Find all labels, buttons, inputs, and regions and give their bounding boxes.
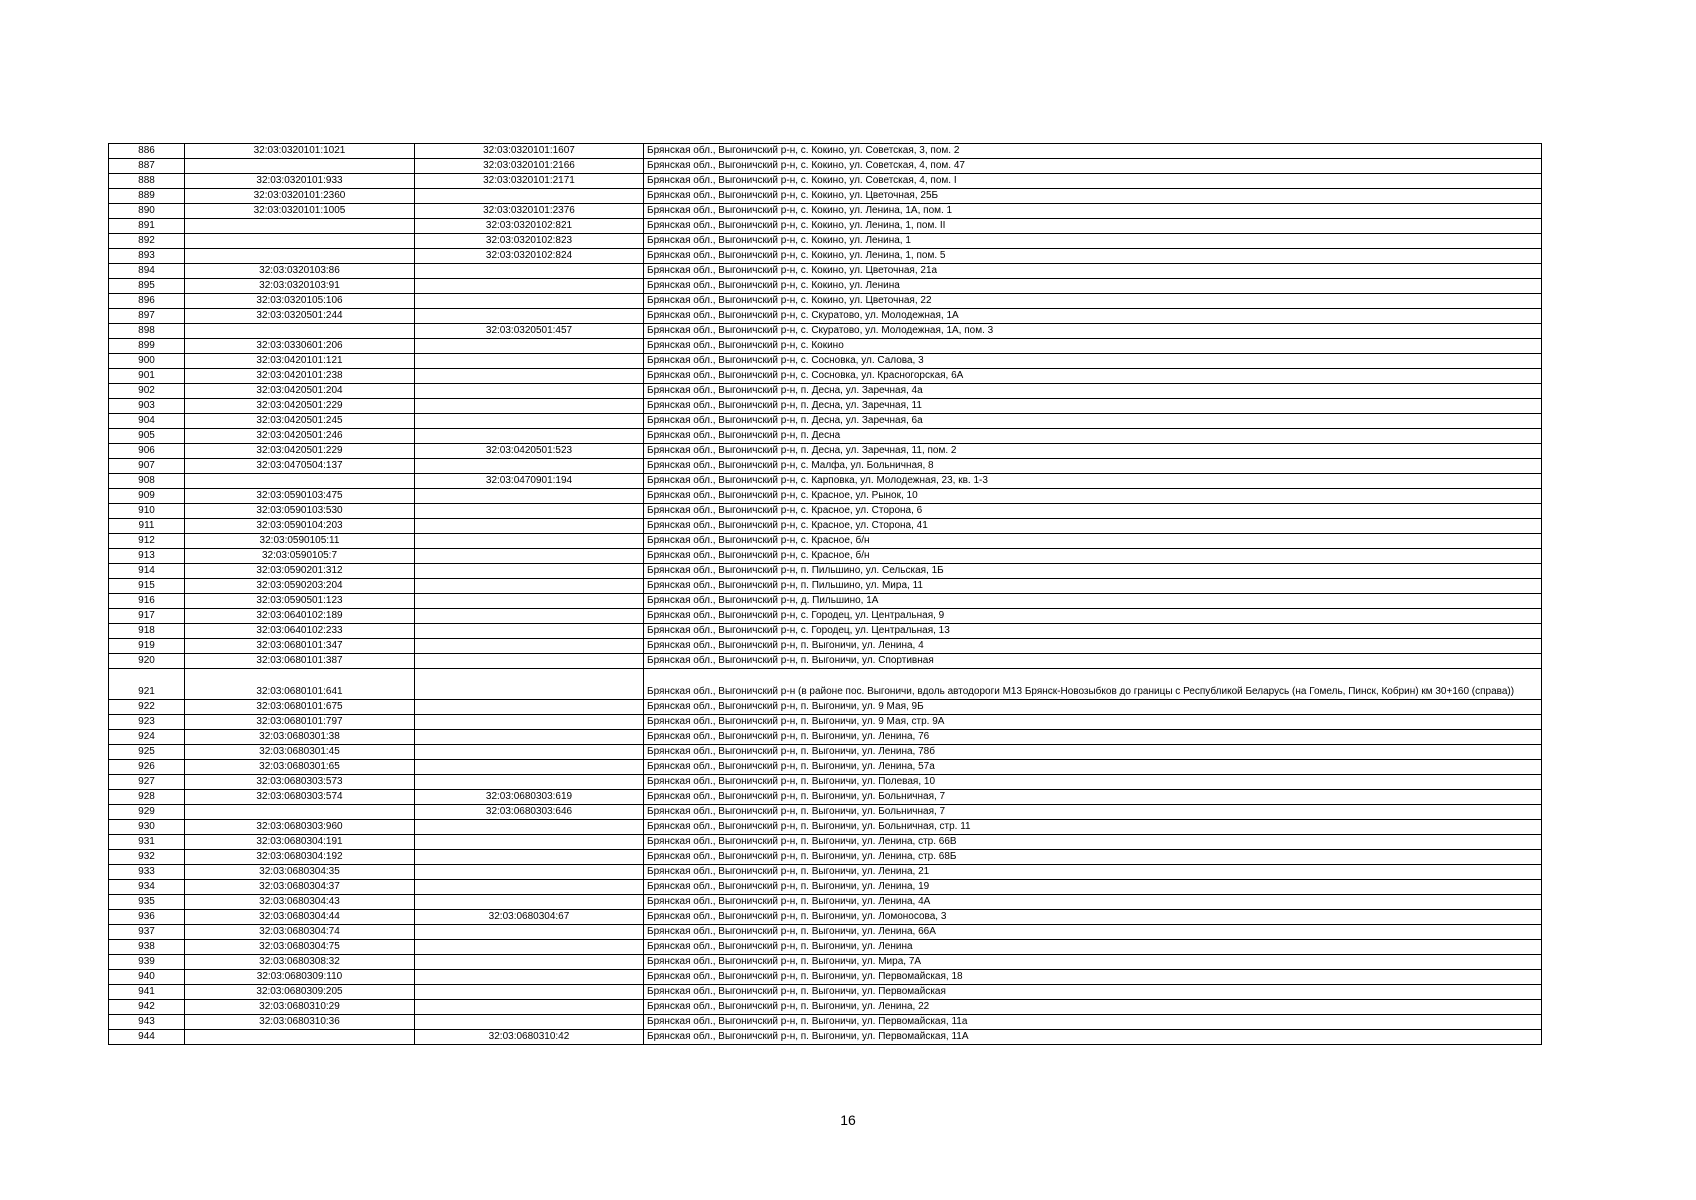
cadastral-number-cell: 32:03:0420101:121 [185, 354, 415, 369]
cadastral-number-cell: 32:03:0680304:192 [185, 850, 415, 865]
cadastral-number-cell: 32:03:0590105:11 [185, 534, 415, 549]
address-cell: Брянская обл., Выгоничский р-н, п. Выгоничи, ул. Больничная, 7 [644, 805, 1542, 820]
table-row [109, 880, 1542, 895]
cadastral-number-cell: 32:03:0680101:675 [185, 700, 415, 715]
address-cell: Брянская обл., Выгоничский р-н, п. Выгоничи, ул. Полевая, 10 [644, 775, 1542, 790]
row-number-cell: 905 [109, 429, 185, 444]
linked-cadastral-number-cell [415, 730, 644, 745]
address-cell: Брянская обл., Выгоничский р-н, п. Выгоничи, ул. Ленина, 22 [644, 1000, 1542, 1015]
row-number-cell: 942 [109, 1000, 185, 1015]
table-row [109, 805, 1542, 820]
address-cell: Брянская обл., Выгоничский р-н, с. Кокино [644, 339, 1542, 354]
linked-cadastral-number-cell [415, 654, 644, 669]
table-row [109, 369, 1542, 384]
linked-cadastral-number-cell [415, 294, 644, 309]
linked-cadastral-number-cell [415, 399, 644, 414]
table-row [109, 309, 1542, 324]
cadastral-number-cell [185, 1030, 415, 1045]
cadastral-number-cell: 32:03:0590103:530 [185, 504, 415, 519]
linked-cadastral-number-cell [415, 534, 644, 549]
row-number-cell: 934 [109, 880, 185, 895]
cadastral-number-cell: 32:03:0320501:244 [185, 309, 415, 324]
table-row [109, 820, 1542, 835]
row-number-cell: 919 [109, 639, 185, 654]
table-row [109, 384, 1542, 399]
cadastral-number-cell: 32:03:0590103:475 [185, 489, 415, 504]
row-number-cell: 917 [109, 609, 185, 624]
row-number-cell: 903 [109, 399, 185, 414]
cadastral-number-cell: 32:03:0680301:65 [185, 760, 415, 775]
linked-cadastral-number-cell: 32:03:0320101:2376 [415, 204, 644, 219]
row-number-cell: 928 [109, 790, 185, 805]
table-row [109, 444, 1542, 459]
linked-cadastral-number-cell [415, 429, 644, 444]
cadastral-number-cell: 32:03:0680101:641 [185, 669, 415, 700]
address-cell: Брянская обл., Выгоничский р-н, с. Кокино, ул. Ленина, 1 [644, 234, 1542, 249]
registry-table-body [109, 144, 1542, 1045]
row-number-cell: 943 [109, 1015, 185, 1030]
address-cell: Брянская обл., Выгоничский р-н, д. Пильшино, 1А [644, 594, 1542, 609]
table-row [109, 204, 1542, 219]
table-row [109, 564, 1542, 579]
linked-cadastral-number-cell: 32:03:0680304:67 [415, 910, 644, 925]
table-row [109, 519, 1542, 534]
table-row [109, 594, 1542, 609]
address-cell: Брянская обл., Выгоничский р-н, с. Кокино, ул. Цветочная, 22 [644, 294, 1542, 309]
cadastral-number-cell: 32:03:0680304:35 [185, 865, 415, 880]
address-cell: Брянская обл., Выгоничский р-н, п. Десна, ул. Заречная, 4а [644, 384, 1542, 399]
linked-cadastral-number-cell [415, 895, 644, 910]
row-number-cell: 923 [109, 715, 185, 730]
table-row [109, 730, 1542, 745]
cadastral-number-cell: 32:03:0590203:204 [185, 579, 415, 594]
row-number-cell: 901 [109, 369, 185, 384]
row-number-cell: 902 [109, 384, 185, 399]
cadastral-number-cell: 32:03:0420101:238 [185, 369, 415, 384]
cadastral-number-cell: 32:03:0680304:74 [185, 925, 415, 940]
cadastral-number-cell: 32:03:0680303:573 [185, 775, 415, 790]
linked-cadastral-number-cell [415, 519, 644, 534]
row-number-cell: 906 [109, 444, 185, 459]
linked-cadastral-number-cell [415, 459, 644, 474]
table-row [109, 654, 1542, 669]
row-number-cell: 888 [109, 174, 185, 189]
cadastral-number-cell: 32:03:0680308:32 [185, 955, 415, 970]
linked-cadastral-number-cell [415, 279, 644, 294]
table-row [109, 234, 1542, 249]
cadastral-number-cell: 32:03:0420501:246 [185, 429, 415, 444]
table-row [109, 895, 1542, 910]
cadastral-number-cell: 32:03:0590201:312 [185, 564, 415, 579]
linked-cadastral-number-cell: 32:03:0320501:457 [415, 324, 644, 339]
cadastral-number-cell: 32:03:0680304:37 [185, 880, 415, 895]
row-number-cell: 944 [109, 1030, 185, 1045]
table-row [109, 925, 1542, 940]
linked-cadastral-number-cell [415, 745, 644, 760]
table-row [109, 219, 1542, 234]
linked-cadastral-number-cell [415, 624, 644, 639]
linked-cadastral-number-cell [415, 189, 644, 204]
row-number-cell: 941 [109, 985, 185, 1000]
linked-cadastral-number-cell [415, 835, 644, 850]
address-cell: Брянская обл., Выгоничский р-н, п. Выгоничи, ул. Ленина, стр. 66В [644, 835, 1542, 850]
row-number-cell: 921 [109, 669, 185, 700]
cadastral-number-cell [185, 474, 415, 489]
table-row [109, 760, 1542, 775]
row-number-cell: 920 [109, 654, 185, 669]
address-cell: Брянская обл., Выгоничский р-н, п. Десна, ул. Заречная, 11, пом. 2 [644, 444, 1542, 459]
table-row [109, 549, 1542, 564]
row-number-cell: 935 [109, 895, 185, 910]
row-number-cell: 910 [109, 504, 185, 519]
address-cell: Брянская обл., Выгоничский р-н, п. Выгоничи, ул. Больничная, стр. 11 [644, 820, 1542, 835]
linked-cadastral-number-cell [415, 369, 644, 384]
address-cell: Брянская обл., Выгоничский р-н, с. Карповка, ул. Молодежная, 23, кв. 1-3 [644, 474, 1542, 489]
cadastral-number-cell: 32:03:0590105:7 [185, 549, 415, 564]
address-cell: Брянская обл., Выгоничский р-н, п. Выгоничи, ул. Ленина, 19 [644, 880, 1542, 895]
row-number-cell: 929 [109, 805, 185, 820]
linked-cadastral-number-cell: 32:03:0420501:523 [415, 444, 644, 459]
row-number-cell: 933 [109, 865, 185, 880]
linked-cadastral-number-cell [415, 579, 644, 594]
table-row [109, 715, 1542, 730]
address-cell: Брянская обл., Выгоничский р-н, п. Пильшино, ул. Сельская, 1Б [644, 564, 1542, 579]
cadastral-number-cell: 32:03:0320101:1005 [185, 204, 415, 219]
table-row [109, 489, 1542, 504]
address-cell: Брянская обл., Выгоничский р-н, п. Выгоничи, ул. Ленина, 57а [644, 760, 1542, 775]
table-row [109, 609, 1542, 624]
table-row [109, 865, 1542, 880]
row-number-cell: 892 [109, 234, 185, 249]
row-number-cell: 938 [109, 940, 185, 955]
linked-cadastral-number-cell: 32:03:0470901:194 [415, 474, 644, 489]
table-row [109, 1015, 1542, 1030]
row-number-cell: 890 [109, 204, 185, 219]
address-cell: Брянская обл., Выгоничский р-н, с. Городец, ул. Центральная, 13 [644, 624, 1542, 639]
cadastral-number-cell: 32:03:0680101:387 [185, 654, 415, 669]
address-cell: Брянская обл., Выгоничский р-н, с. Кокино, ул. Ленина, 1, пом. II [644, 219, 1542, 234]
row-number-cell: 898 [109, 324, 185, 339]
table-row [109, 1030, 1542, 1045]
linked-cadastral-number-cell [415, 760, 644, 775]
row-number-cell: 909 [109, 489, 185, 504]
cadastral-number-cell: 32:03:0420501:204 [185, 384, 415, 399]
cadastral-number-cell: 32:03:0320105:106 [185, 294, 415, 309]
table-row [109, 189, 1542, 204]
table-row [109, 579, 1542, 594]
table-row [109, 940, 1542, 955]
address-cell: Брянская обл., Выгоничский р-н, с. Городец, ул. Центральная, 9 [644, 609, 1542, 624]
address-cell: Брянская обл., Выгоничский р-н, п. Выгоничи, ул. Ленина, 76 [644, 730, 1542, 745]
table-row [109, 955, 1542, 970]
row-number-cell: 904 [109, 414, 185, 429]
linked-cadastral-number-cell [415, 489, 644, 504]
linked-cadastral-number-cell: 32:03:0680303:619 [415, 790, 644, 805]
address-cell: Брянская обл., Выгоничский р-н, п. Выгоничи, ул. Больничная, 7 [644, 790, 1542, 805]
row-number-cell: 916 [109, 594, 185, 609]
linked-cadastral-number-cell [415, 594, 644, 609]
address-cell: Брянская обл., Выгоничский р-н, с. Сосновка, ул. Красногорская, 6А [644, 369, 1542, 384]
cadastral-number-cell: 32:03:0680301:38 [185, 730, 415, 745]
table-row [109, 985, 1542, 1000]
address-cell: Брянская обл., Выгоничский р-н, с. Кокино, ул. Цветочная, 25Б [644, 189, 1542, 204]
cadastral-number-cell: 32:03:0680304:44 [185, 910, 415, 925]
cadastral-number-cell: 32:03:0590501:123 [185, 594, 415, 609]
linked-cadastral-number-cell [415, 925, 644, 940]
cadastral-number-cell [185, 159, 415, 174]
address-cell: Брянская обл., Выгоничский р-н, п. Выгоничи, ул. 9 Мая, стр. 9А [644, 715, 1542, 730]
row-number-cell: 907 [109, 459, 185, 474]
table-row [109, 700, 1542, 715]
cadastral-number-cell: 32:03:0420501:245 [185, 414, 415, 429]
linked-cadastral-number-cell [415, 549, 644, 564]
cadastral-number-cell: 32:03:0320101:2360 [185, 189, 415, 204]
address-cell: Брянская обл., Выгоничский р-н, с. Кокино, ул. Ленина, 1, пом. 5 [644, 249, 1542, 264]
cadastral-number-cell: 32:03:0320103:86 [185, 264, 415, 279]
linked-cadastral-number-cell [415, 1015, 644, 1030]
table-row [109, 414, 1542, 429]
address-cell: Брянская обл., Выгоничский р-н, п. Выгоничи, ул. Мира, 7А [644, 955, 1542, 970]
address-cell: Брянская обл., Выгоничский р-н, с. Кокино, ул. Ленина [644, 279, 1542, 294]
linked-cadastral-number-cell [415, 700, 644, 715]
linked-cadastral-number-cell: 32:03:0320101:1607 [415, 144, 644, 159]
row-number-cell: 893 [109, 249, 185, 264]
linked-cadastral-number-cell [415, 955, 644, 970]
address-cell: Брянская обл., Выгоничский р-н, п. Десна, ул. Заречная, 11 [644, 399, 1542, 414]
address-cell: Брянская обл., Выгоничский р-н, с. Красное, ул. Сторона, 41 [644, 519, 1542, 534]
cadastral-number-cell: 32:03:0320103:91 [185, 279, 415, 294]
cadastral-number-cell: 32:03:0680304:191 [185, 835, 415, 850]
table-row [109, 1000, 1542, 1015]
linked-cadastral-number-cell [415, 1000, 644, 1015]
row-number-cell: 914 [109, 564, 185, 579]
linked-cadastral-number-cell [415, 354, 644, 369]
table-row [109, 324, 1542, 339]
cadastral-number-cell: 32:03:0640102:233 [185, 624, 415, 639]
linked-cadastral-number-cell: 32:03:0680303:646 [415, 805, 644, 820]
address-cell: Брянская обл., Выгоничский р-н, с. Красное, б/н [644, 549, 1542, 564]
table-row [109, 339, 1542, 354]
linked-cadastral-number-cell [415, 309, 644, 324]
row-number-cell: 931 [109, 835, 185, 850]
table-row [109, 279, 1542, 294]
linked-cadastral-number-cell [415, 414, 644, 429]
cadastral-number-cell: 32:03:0590104:203 [185, 519, 415, 534]
row-number-cell: 894 [109, 264, 185, 279]
table-row [109, 159, 1542, 174]
address-cell: Брянская обл., Выгоничский р-н, с. Кокино, ул. Ленина, 1А, пом. 1 [644, 204, 1542, 219]
address-cell: Брянская обл., Выгоничский р-н, п. Выгоничи, ул. Ленина [644, 940, 1542, 955]
cadastral-number-cell: 32:03:0320101:1021 [185, 144, 415, 159]
table-row [109, 264, 1542, 279]
address-cell: Брянская обл., Выгоничский р-н, с. Красное, б/н [644, 534, 1542, 549]
row-number-cell: 939 [109, 955, 185, 970]
table-row [109, 144, 1542, 159]
cadastral-number-cell: 32:03:0330601:206 [185, 339, 415, 354]
address-cell: Брянская обл., Выгоничский р-н, п. Выгоничи, ул. Ломоносова, 3 [644, 910, 1542, 925]
address-cell: Брянская обл., Выгоничский р-н, п. Выгоничи, ул. Первомайская, 18 [644, 970, 1542, 985]
table-row [109, 669, 1542, 700]
table-row [109, 639, 1542, 654]
table-row [109, 534, 1542, 549]
cadastral-number-cell: 32:03:0680101:347 [185, 639, 415, 654]
cadastral-number-cell [185, 324, 415, 339]
row-number-cell: 889 [109, 189, 185, 204]
row-number-cell: 896 [109, 294, 185, 309]
address-cell: Брянская обл., Выгоничский р-н, п. Десна [644, 429, 1542, 444]
linked-cadastral-number-cell [415, 985, 644, 1000]
address-cell: Брянская обл., Выгоничский р-н, с. Красное, ул. Сторона, 6 [644, 504, 1542, 519]
table-row [109, 910, 1542, 925]
row-number-cell: 930 [109, 820, 185, 835]
table-row [109, 775, 1542, 790]
row-number-cell: 924 [109, 730, 185, 745]
page-number: 16 [840, 1112, 856, 1128]
table-row [109, 399, 1542, 414]
address-cell: Брянская обл., Выгоничский р-н, с. Красное, ул. Рынок, 10 [644, 489, 1542, 504]
cadastral-number-cell [185, 249, 415, 264]
address-cell: Брянская обл., Выгоничский р-н, п. Выгоничи, ул. Спортивная [644, 654, 1542, 669]
row-number-cell: 891 [109, 219, 185, 234]
row-number-cell: 937 [109, 925, 185, 940]
row-number-cell: 908 [109, 474, 185, 489]
table-row [109, 474, 1542, 489]
cadastral-number-cell: 32:03:0640102:189 [185, 609, 415, 624]
cadastral-number-cell: 32:03:0680309:110 [185, 970, 415, 985]
address-cell: Брянская обл., Выгоничский р-н, п. Выгоничи, ул. Ленина, 4 [644, 639, 1542, 654]
address-cell: Брянская обл., Выгоничский р-н, п. Выгоничи, ул. Ленина, 21 [644, 865, 1542, 880]
cadastral-number-cell: 32:03:0680101:797 [185, 715, 415, 730]
row-number-cell: 926 [109, 760, 185, 775]
row-number-cell: 922 [109, 700, 185, 715]
address-cell: Брянская обл., Выгоничский р-н, п. Выгоничи, ул. Ленина, 4А [644, 895, 1542, 910]
cadastral-number-cell: 32:03:0470504:137 [185, 459, 415, 474]
row-number-cell: 927 [109, 775, 185, 790]
cadastral-number-cell [185, 219, 415, 234]
row-number-cell: 912 [109, 534, 185, 549]
linked-cadastral-number-cell [415, 850, 644, 865]
row-number-cell: 899 [109, 339, 185, 354]
table-row [109, 790, 1542, 805]
address-cell: Брянская обл., Выгоничский р-н, п. Выгоничи, ул. Ленина, стр. 68Б [644, 850, 1542, 865]
linked-cadastral-number-cell [415, 865, 644, 880]
cadastral-number-cell: 32:03:0680309:205 [185, 985, 415, 1000]
row-number-cell: 900 [109, 354, 185, 369]
table-row [109, 459, 1542, 474]
address-cell: Брянская обл., Выгоничский р-н, с. Кокино, ул. Цветочная, 21а [644, 264, 1542, 279]
address-cell: Брянская обл., Выгоничский р-н (в районе пос. Выгоничи, вдоль автодороги М13 Брянск-Новозыбков до границы с Республикой Беларусь (на Гомель, Пинск, Кобрин) км 30+160 (справа)) [644, 669, 1542, 700]
linked-cadastral-number-cell [415, 564, 644, 579]
linked-cadastral-number-cell [415, 715, 644, 730]
address-cell: Брянская обл., Выгоничский р-н, с. Сосновка, ул. Салова, 3 [644, 354, 1542, 369]
table-row [109, 249, 1542, 264]
table-row [109, 624, 1542, 639]
address-cell: Брянская обл., Выгоничский р-н, п. Выгоничи, ул. Первомайская [644, 985, 1542, 1000]
address-cell: Брянская обл., Выгоничский р-н, п. Выгоничи, ул. Первомайская, 11а [644, 1015, 1542, 1030]
cadastral-number-cell: 32:03:0680303:960 [185, 820, 415, 835]
cadastral-number-cell: 32:03:0680304:43 [185, 895, 415, 910]
linked-cadastral-number-cell [415, 639, 644, 654]
row-number-cell: 918 [109, 624, 185, 639]
row-number-cell: 913 [109, 549, 185, 564]
cadastral-number-cell: 32:03:0680301:45 [185, 745, 415, 760]
address-cell: Брянская обл., Выгоничский р-н, п. Выгоничи, ул. 9 Мая, 9Б [644, 700, 1542, 715]
row-number-cell: 911 [109, 519, 185, 534]
linked-cadastral-number-cell [415, 775, 644, 790]
linked-cadastral-number-cell: 32:03:0320102:823 [415, 234, 644, 249]
linked-cadastral-number-cell [415, 609, 644, 624]
row-number-cell: 887 [109, 159, 185, 174]
linked-cadastral-number-cell [415, 669, 644, 700]
table-row [109, 850, 1542, 865]
table-row [109, 504, 1542, 519]
linked-cadastral-number-cell: 32:03:0320102:821 [415, 219, 644, 234]
row-number-cell: 886 [109, 144, 185, 159]
linked-cadastral-number-cell: 32:03:0320102:824 [415, 249, 644, 264]
cadastral-number-cell: 32:03:0680310:36 [185, 1015, 415, 1030]
table-row [109, 429, 1542, 444]
row-number-cell: 932 [109, 850, 185, 865]
linked-cadastral-number-cell [415, 264, 644, 279]
cadastral-number-cell: 32:03:0320101:933 [185, 174, 415, 189]
address-cell: Брянская обл., Выгоничский р-н, с. Малфа, ул. Больничная, 8 [644, 459, 1542, 474]
linked-cadastral-number-cell [415, 339, 644, 354]
cadastral-number-cell [185, 805, 415, 820]
cadastral-number-cell: 32:03:0420501:229 [185, 444, 415, 459]
row-number-cell: 940 [109, 970, 185, 985]
cadastral-number-cell: 32:03:0680310:29 [185, 1000, 415, 1015]
table-row [109, 970, 1542, 985]
linked-cadastral-number-cell: 32:03:0320101:2171 [415, 174, 644, 189]
row-number-cell: 897 [109, 309, 185, 324]
cadastral-number-cell: 32:03:0420501:229 [185, 399, 415, 414]
linked-cadastral-number-cell [415, 880, 644, 895]
address-cell: Брянская обл., Выгоничский р-н, п. Выгоничи, ул. Первомайская, 11А [644, 1030, 1542, 1045]
row-number-cell: 915 [109, 579, 185, 594]
address-cell: Брянская обл., Выгоничский р-н, с. Кокино, ул. Советская, 4, пом. I [644, 174, 1542, 189]
cadastral-number-cell: 32:03:0680303:574 [185, 790, 415, 805]
address-cell: Брянская обл., Выгоничский р-н, с. Кокино, ул. Советская, 4, пом. 47 [644, 159, 1542, 174]
cadastral-number-cell: 32:03:0680304:75 [185, 940, 415, 955]
linked-cadastral-number-cell [415, 970, 644, 985]
address-cell: Брянская обл., Выгоничский р-н, с. Скуратово, ул. Молодежная, 1А, пом. 3 [644, 324, 1542, 339]
row-number-cell: 895 [109, 279, 185, 294]
table-row [109, 354, 1542, 369]
linked-cadastral-number-cell [415, 384, 644, 399]
table-row [109, 835, 1542, 850]
address-cell: Брянская обл., Выгоничский р-н, п. Выгоничи, ул. Ленина, 78б [644, 745, 1542, 760]
linked-cadastral-number-cell [415, 504, 644, 519]
linked-cadastral-number-cell [415, 820, 644, 835]
address-cell: Брянская обл., Выгоничский р-н, п. Пильшино, ул. Мира, 11 [644, 579, 1542, 594]
row-number-cell: 936 [109, 910, 185, 925]
address-cell: Брянская обл., Выгоничский р-н, с. Кокино, ул. Советская, 3, пом. 2 [644, 144, 1542, 159]
table-row [109, 745, 1542, 760]
address-cell: Брянская обл., Выгоничский р-н, п. Выгоничи, ул. Ленина, 66А [644, 925, 1542, 940]
linked-cadastral-number-cell: 32:03:0320101:2166 [415, 159, 644, 174]
linked-cadastral-number-cell: 32:03:0680310:42 [415, 1030, 644, 1045]
table-row [109, 294, 1542, 309]
address-cell: Брянская обл., Выгоничский р-н, п. Десна, ул. Заречная, 6а [644, 414, 1542, 429]
cadastral-number-cell [185, 234, 415, 249]
linked-cadastral-number-cell [415, 940, 644, 955]
row-number-cell: 925 [109, 745, 185, 760]
address-cell: Брянская обл., Выгоничский р-н, с. Скуратово, ул. Молодежная, 1А [644, 309, 1542, 324]
table-row [109, 174, 1542, 189]
property-registry-table [108, 143, 1542, 1045]
